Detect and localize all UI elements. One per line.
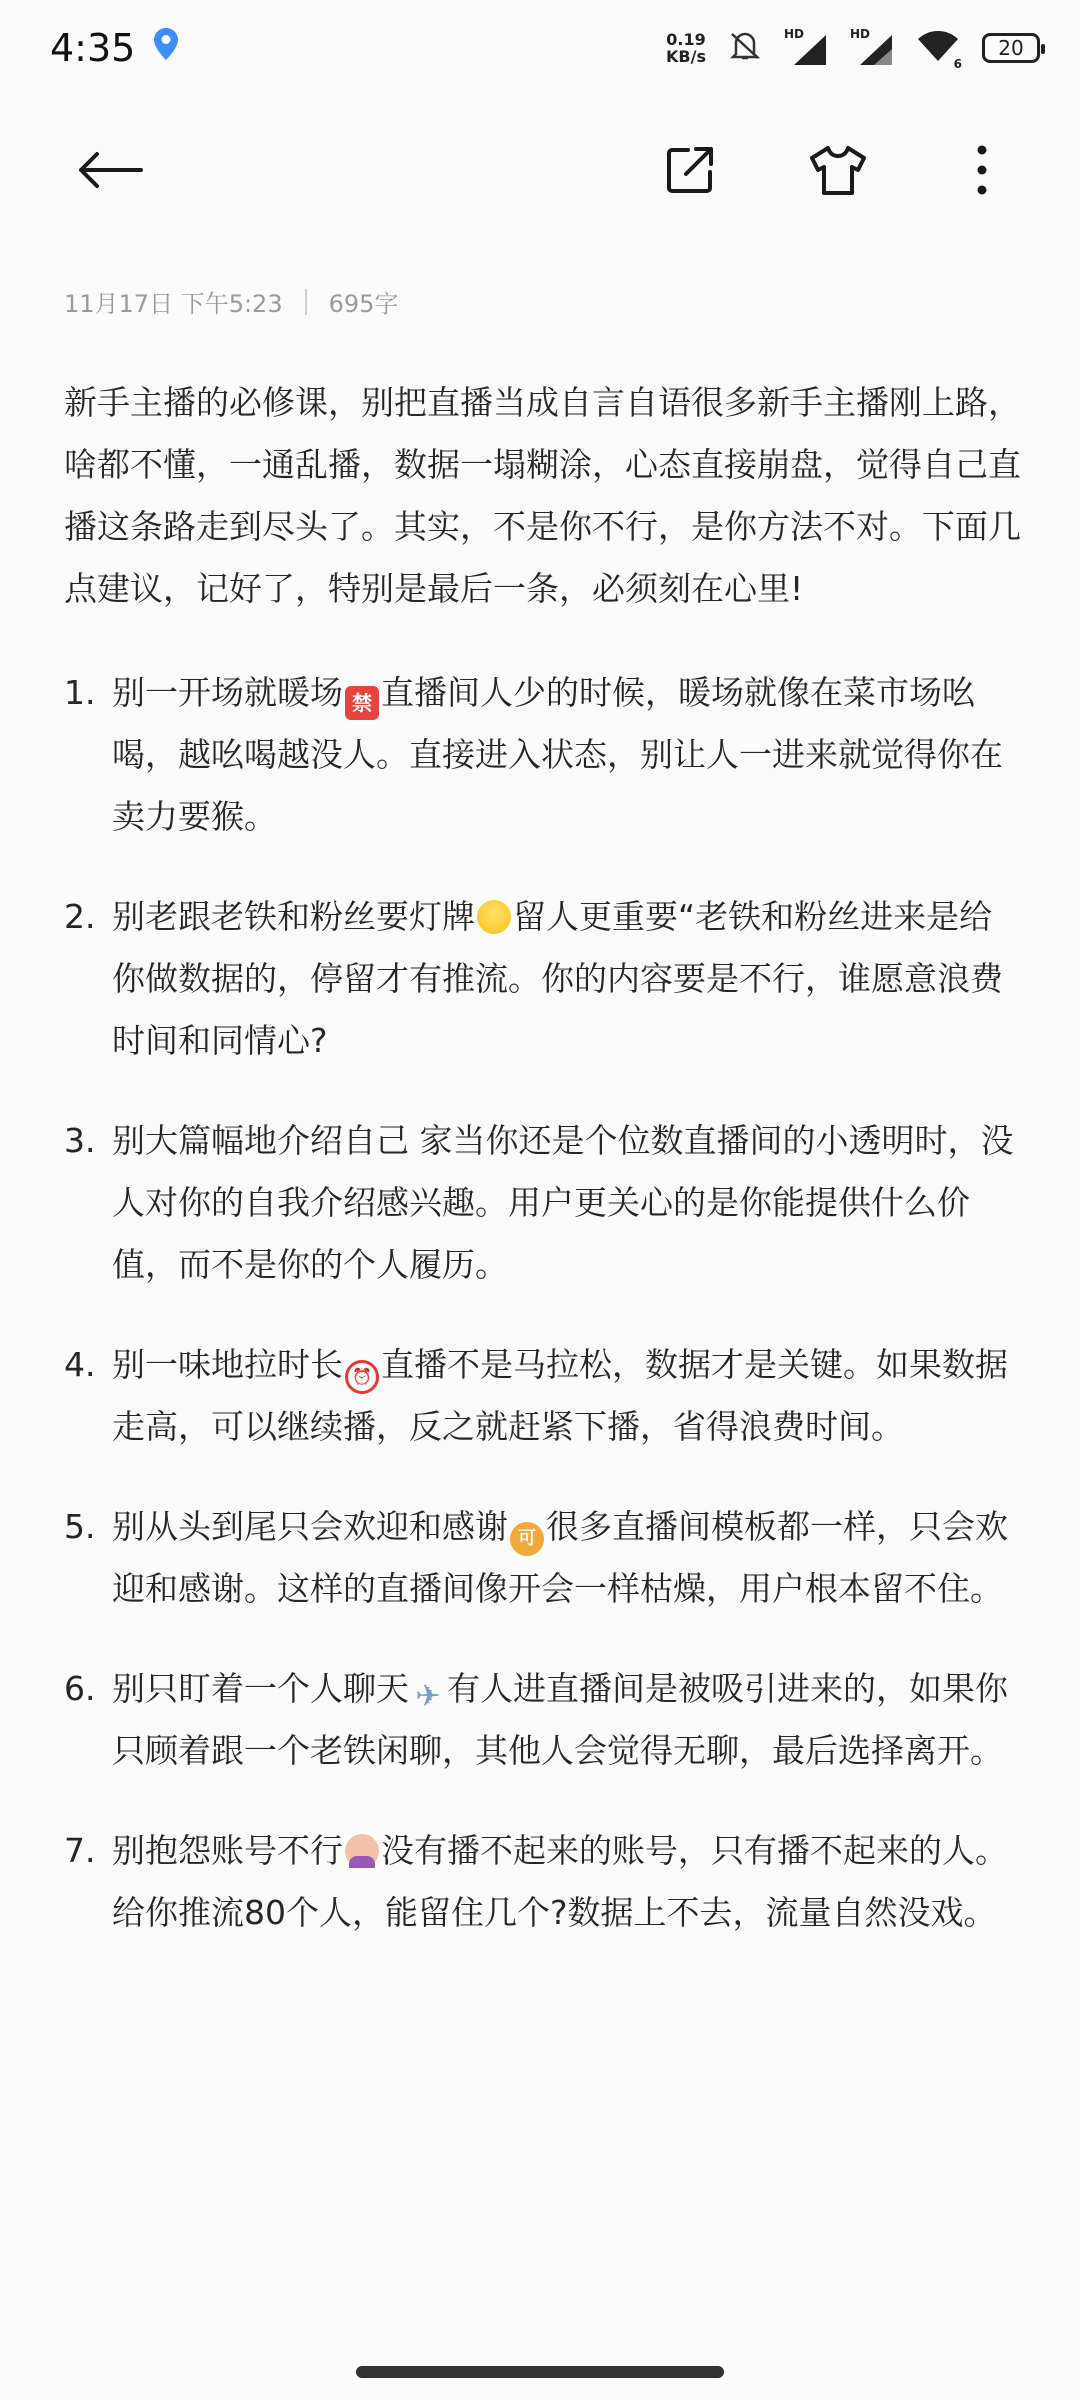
list-item: 5. 别从头到尾只会欢迎和感谢 可 很多直播间模板都一样，只会欢迎和感谢。这样的直播间像开会一样枯燥，用户根本留不住。	[64, 1507, 1008, 1608]
tshirt-icon	[808, 144, 868, 196]
more-vertical-icon	[975, 144, 989, 196]
meta-divider	[305, 289, 307, 315]
alarm-clock-emoji-icon: ⏰	[345, 1360, 379, 1394]
share-icon	[664, 144, 716, 196]
signal-sim1-icon: HD	[784, 31, 828, 65]
word-count: 695字	[328, 290, 399, 318]
back-button[interactable]	[70, 130, 150, 210]
mute-icon	[728, 30, 762, 66]
accept-emoji-icon: 可	[510, 1522, 544, 1556]
list-item: 7. 别抱怨账号不行 没有播不起来的账号，只有播不起来的人。给你推流80个人，能留住几个?数据上不去，流量自然没戏。	[64, 1831, 1008, 1932]
person-gesturing-no-emoji-icon	[345, 1834, 379, 1868]
more-button[interactable]	[942, 130, 1022, 210]
tips-list	[64, 662, 1024, 1944]
note-date: 11月17日 下午5:23	[64, 290, 283, 318]
lightbulb-emoji-icon	[477, 900, 511, 934]
wifi-icon: 6	[916, 29, 960, 67]
theme-button[interactable]	[798, 130, 878, 210]
list-item: 1. 别一开场就暖场 禁 直播间人少的时候，暖场就像在菜市场吆喝，越吆喝越没人。直接进入状态，别让人一进来就觉得你在卖力要猴。	[64, 673, 1003, 836]
top-toolbar	[0, 120, 1080, 220]
list-item: 6. 别只盯着一个人聊天 ✈ 有人进直播间是被吸引进来的，如果你只顾着跟一个老铁闲聊，其他人会觉得无聊，最后选择离开。	[64, 1669, 1008, 1770]
signal-sim2-icon: HD	[850, 31, 894, 65]
network-speed: 0.19 KB/s	[666, 30, 706, 66]
note-meta	[64, 284, 398, 319]
battery-icon: 20	[982, 33, 1040, 63]
status-time: 4:35	[50, 26, 136, 70]
arrow-left-icon	[75, 150, 145, 190]
home-indicator[interactable]	[356, 2366, 724, 2378]
location-icon	[153, 26, 179, 70]
note-content[interactable]	[64, 372, 1024, 1982]
list-item: 2. 别老跟老铁和粉丝要灯牌 留人更重要“老铁和粉丝进来是给你做数据的，停留才有推流。你的内容要是不行，谁愿意浪费时间和同情心?	[64, 897, 1003, 1060]
forbidden-emoji-icon: 禁	[345, 686, 379, 720]
list-item: 3. 别大篇幅地介绍自己 家当你还是个位数直播间的小透明时，没人对你的自我介绍感兴趣。用户更关心的是你能提供什么价值，而不是你的个人履历。	[64, 1121, 1014, 1284]
airplane-emoji-icon: ✈	[415, 1679, 441, 1714]
status-bar	[0, 0, 1080, 96]
list-item: 4. 别一味地拉时长 ⏰ 直播不是马拉松，数据才是关键。如果数据走高，可以继续播，反之就赶紧下播，省得浪费时间。	[64, 1345, 1008, 1446]
share-button[interactable]	[650, 130, 730, 210]
intro-paragraph: 新手主播的必修课，别把直播当成自言自语很多新手主播刚上路，啥都不懂，一通乱播，数据一塌糊涂，心态直接崩盘，觉得自己直播这条路走到尽头了。其实，不是你不行，是你方法不对。下面几点建议，记好了，特别是最后一条，必须刻在心里!	[64, 383, 1021, 608]
